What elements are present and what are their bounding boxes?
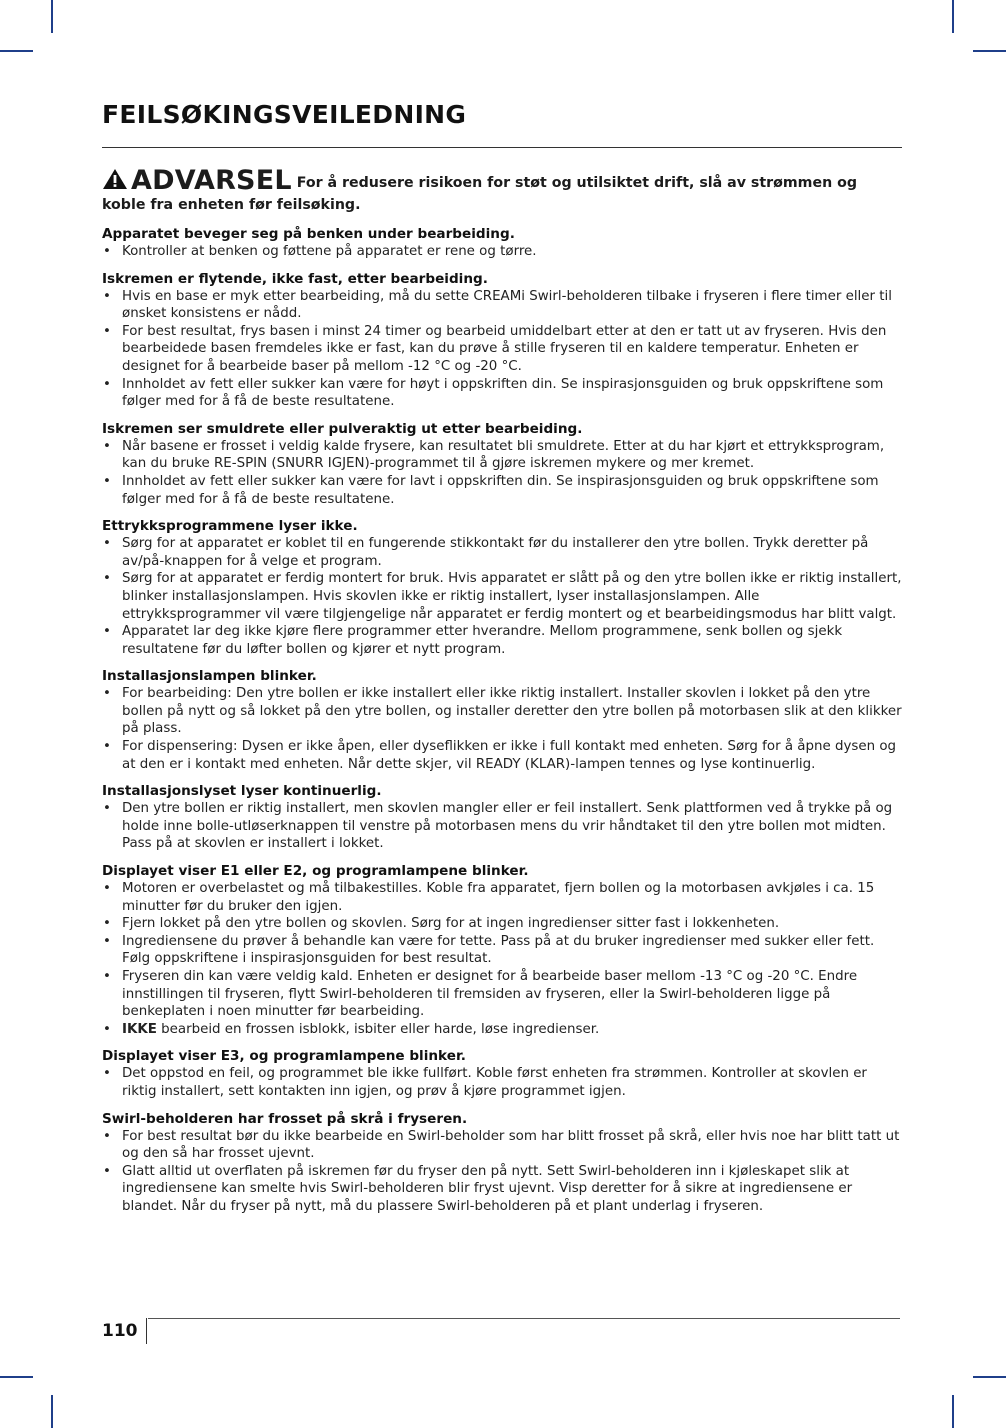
- list-item-emphasis: IKKE: [122, 1021, 157, 1037]
- list-item-text: Fjern lokket på den ytre bollen og skovlen. Sørg for at ingen ingredienser sitter fast i lokkenheten.: [122, 916, 780, 932]
- list-item: [102, 880, 902, 915]
- list-item-text: Kontroller at benken og føttene på apparatet er rene og tørre.: [122, 244, 537, 259]
- footer-divider: [146, 1318, 147, 1344]
- list-item: [102, 685, 902, 738]
- section-heading: Displayet viser E1 eller E2, og programlampene blinker.: [102, 863, 529, 880]
- bullet-icon: •: [103, 933, 111, 949]
- section-heading: Iskremen ser smuldrete eller pulveraktig ut etter bearbeiding.: [102, 420, 583, 437]
- bullet-list: [102, 438, 902, 508]
- footer-rule: [148, 1318, 900, 1319]
- bullet-icon: •: [103, 969, 111, 984]
- bullet-list: [102, 288, 902, 411]
- list-item-text: For dispensering: Dysen er ikke åpen, eller dyseflikken er ikke i full kontakt med enheten. Sørg for å åpne dysen og at den er i kontakt med enheten. Når dette skjer, vil READY (KLAR)-lampen tennes og lyse kontinuerlig.: [122, 739, 897, 772]
- bullet-icon: •: [103, 438, 111, 454]
- list-item-text: Glatt alltid ut overflaten på iskremen før du fryser den på nytt. Sett Swirl-beholderen inn i kjøleskapet slik at ingrediensene kan smelte hvis Swirl-beholderen blir fryst ujevnt. Visp deretter for å sikre at ingrediensene er blandet. Når du fryser på nytt, må du plassere Swirl-beholderen på et plant underlag i fryseren.: [122, 1163, 853, 1214]
- list-item-text: Hvis en base er myk etter bearbeiding, må du sette CREAMi Swirl-beholderen tilbake i fryseren i flere timer eller til ønsket konsistens er nådd.: [122, 288, 892, 322]
- bullet-icon: •: [103, 1163, 111, 1179]
- bullet-icon: •: [103, 244, 111, 259]
- bullet-icon: •: [103, 801, 111, 817]
- list-item: [102, 1128, 902, 1163]
- section: [102, 862, 902, 1038]
- bullet-list: [102, 243, 902, 261]
- section-heading: Ettrykksprogrammene lyser ikke.: [102, 518, 358, 535]
- crop-mark: [973, 1376, 1006, 1378]
- list-item-text: For best resultat bør du ikke bearbeide en Swirl-beholder som har blitt frosset på skrå, eller hvis noe har blitt tatt ut og den så har frosset ujevnt.: [122, 1128, 900, 1162]
- warning-triangle-icon: [102, 168, 128, 196]
- list-item-text: bearbeid en frossen isblokk, isbiter eller harde, løse ingredienser.: [156, 1021, 600, 1037]
- list-item: [102, 243, 902, 261]
- list-item: [102, 738, 902, 773]
- crop-mark: [0, 50, 33, 52]
- section: [102, 667, 902, 773]
- bullet-icon: •: [103, 1021, 111, 1037]
- bullet-list: [102, 1128, 902, 1216]
- section-heading: Installasjonslyset lyser kontinuerlig.: [102, 783, 382, 800]
- list-item: [102, 535, 902, 570]
- section: [102, 1047, 902, 1100]
- bullet-icon: •: [103, 1128, 111, 1144]
- section: [102, 782, 902, 853]
- list-item-text: Det oppstod en feil, og programmet ble ikke fullført. Koble først enheten fra strømmen. Kontroller at skovlen er riktig installert, sett kontakten inn igjen, og prøv å kjøre programmet igjen.: [122, 1066, 867, 1099]
- bullet-icon: •: [103, 323, 111, 339]
- list-item-text: Innholdet av fett eller sukker kan være for høyt i oppskriften din. Se inspirasjonsguiden og bruk oppskriftene som følger med for å få de beste resultatene.: [122, 376, 884, 410]
- list-item-text: For bearbeiding: Den ytre bollen er ikke installert eller ikke riktig installert. Installer skovlen i lokket på den ytre bollen på nytt og så lokket på den ytre bollen, og installer deretter den ytre bollen på motorbasen slik at den klikker på plass.: [122, 686, 902, 737]
- bullet-icon: •: [103, 686, 111, 702]
- list-item: [102, 968, 902, 1021]
- bullet-icon: •: [103, 536, 111, 552]
- list-item: [102, 376, 902, 411]
- section: [102, 517, 902, 658]
- section-heading: Apparatet beveger seg på benken under bearbeiding.: [102, 226, 515, 242]
- warning-label: ADVARSEL: [131, 165, 292, 196]
- list-item-text: Sørg for at apparatet er ferdig montert for bruk. Hvis apparatet er slått på og den ytre bollen ikke er riktig installert, blinker installasjonslampen. Hvis skovlen ikke er riktig installert, lyser installasjonslampen. Alle ettrykksprogrammer vil være tilgjengelige når apparatet er ferdig montert og et bearbeidingsmodus har blitt valgt.: [122, 571, 902, 622]
- list-item-text: Sørg for at apparatet er koblet til en fungerende stikkontakt før du installerer den ytre bollen. Trykk deretter på av/på-knappen for å velge et program.: [122, 536, 869, 569]
- section: [102, 420, 902, 508]
- list-item-text: Motoren er overbelastet og må tilbakestilles. Koble fra apparatet, fjern bollen og la motorbasen avkjøles i ca. 15 minutter før du bruker den igjen.: [122, 881, 875, 914]
- list-item: [102, 1021, 902, 1039]
- list-item: [102, 438, 902, 473]
- bullet-icon: •: [103, 473, 111, 489]
- bullet-icon: •: [103, 881, 111, 897]
- list-item: [102, 473, 902, 508]
- crop-mark: [51, 0, 53, 33]
- bullet-list: [102, 1065, 902, 1100]
- section: [102, 270, 902, 411]
- list-item: [102, 800, 902, 853]
- troubleshooting-content: [102, 167, 902, 1225]
- bullet-list: [102, 535, 902, 658]
- bullet-list: [102, 800, 902, 853]
- bullet-list: [102, 880, 902, 1038]
- list-item-text: Innholdet av fett eller sukker kan være for lavt i oppskriften din. Se inspirasjonsguiden og bruk oppskriftene som følger med for å få de beste resultatene.: [122, 473, 879, 507]
- crop-mark: [952, 1395, 954, 1428]
- bullet-icon: •: [103, 916, 111, 932]
- title-divider: [102, 147, 902, 148]
- list-item-text: Den ytre bollen er riktig installert, men skovlen mangler eller er feil installert. Senk plattformen ved å trykke på og holde inne bolle-utløserknappen til venstre på motorbasen mens du vrir håndtaket til den ytre bollen mot midten. Pass på at skovlen er installert i lokket.: [122, 801, 893, 852]
- list-item: [102, 933, 902, 968]
- list-item-text: Når basene er frosset i veldig kalde frysere, kan resultatet bli smuldrete. Etter at du har kjørt et ettrykksprogram, kan du bruke RE-SPIN (SNURR IGJEN)-programmet til å gjøre iskremen mykere og mer kremet.: [122, 438, 885, 472]
- crop-mark: [51, 1395, 53, 1428]
- list-item: [102, 623, 902, 658]
- list-item: [102, 1163, 902, 1216]
- section: [102, 1110, 902, 1216]
- list-item: [102, 915, 902, 933]
- section-heading: Displayet viser E3, og programlampene blinker.: [102, 1048, 466, 1065]
- bullet-icon: •: [103, 571, 111, 587]
- page-number: 110: [102, 1321, 138, 1341]
- section-heading: Iskremen er flytende, ikke fast, etter bearbeiding.: [102, 270, 488, 287]
- section: [102, 225, 902, 261]
- section-heading: Installasjonslampen blinker.: [102, 668, 317, 685]
- list-item-text: Apparatet lar deg ikke kjøre flere programmer etter hverandre. Mellom programmene, senk bollen og sjekk resultatene før du løfter bollen og kjører et nytt program.: [122, 624, 843, 657]
- bullet-list: [102, 685, 902, 773]
- crop-mark: [952, 0, 954, 33]
- list-item-text: Ingrediensene du prøver å behandle kan være for tette. Pass på at du bruker ingredienser med sukker eller fett. Følg oppskriftene i inspirasjonsguiden for best resultat.: [122, 933, 875, 967]
- bullet-icon: •: [103, 624, 111, 640]
- bullet-icon: •: [103, 376, 111, 392]
- crop-mark: [0, 1376, 33, 1378]
- bullet-icon: •: [103, 1066, 111, 1082]
- list-item: [102, 288, 902, 323]
- crop-mark: [973, 50, 1006, 52]
- list-item: [102, 323, 902, 376]
- list-item-text: For best resultat, frys basen i minst 24 timer og bearbeid umiddelbart etter at den er tatt ut av fryseren. Hvis den bearbeidede basen fremdeles ikke er fast, kan du prøve å stille fryseren til en kaldere temperatur. Enheten er designet for å bearbeide baser på mellom -12 °C og -20 °C.: [122, 323, 887, 374]
- list-item: [102, 1065, 902, 1100]
- page-title: FEILSØKINGSVEILEDNING: [102, 100, 467, 129]
- list-item: [102, 570, 902, 623]
- bullet-icon: •: [103, 288, 111, 304]
- list-item-text: Fryseren din kan være veldig kald. Enheten er designet for å bearbeide baser mellom -13 °C og -20 °C. Endre innstillingen til fryseren, flytt Swirl-beholderen til fremsiden av fryseren, eller la Swirl-beholderen ligge på benkeplaten i noen minutter før bearbeiding.: [122, 969, 858, 1020]
- section-list: [102, 225, 902, 1216]
- warning-text: For å redusere risikoen for støt og utilsiktet drift, slå av strømmen og koble fra enheten før feilsøking.: [102, 175, 858, 213]
- warning-block: [102, 167, 902, 215]
- bullet-icon: •: [103, 739, 111, 755]
- section-heading: Swirl-beholderen har frosset på skrå i fryseren.: [102, 1110, 468, 1127]
